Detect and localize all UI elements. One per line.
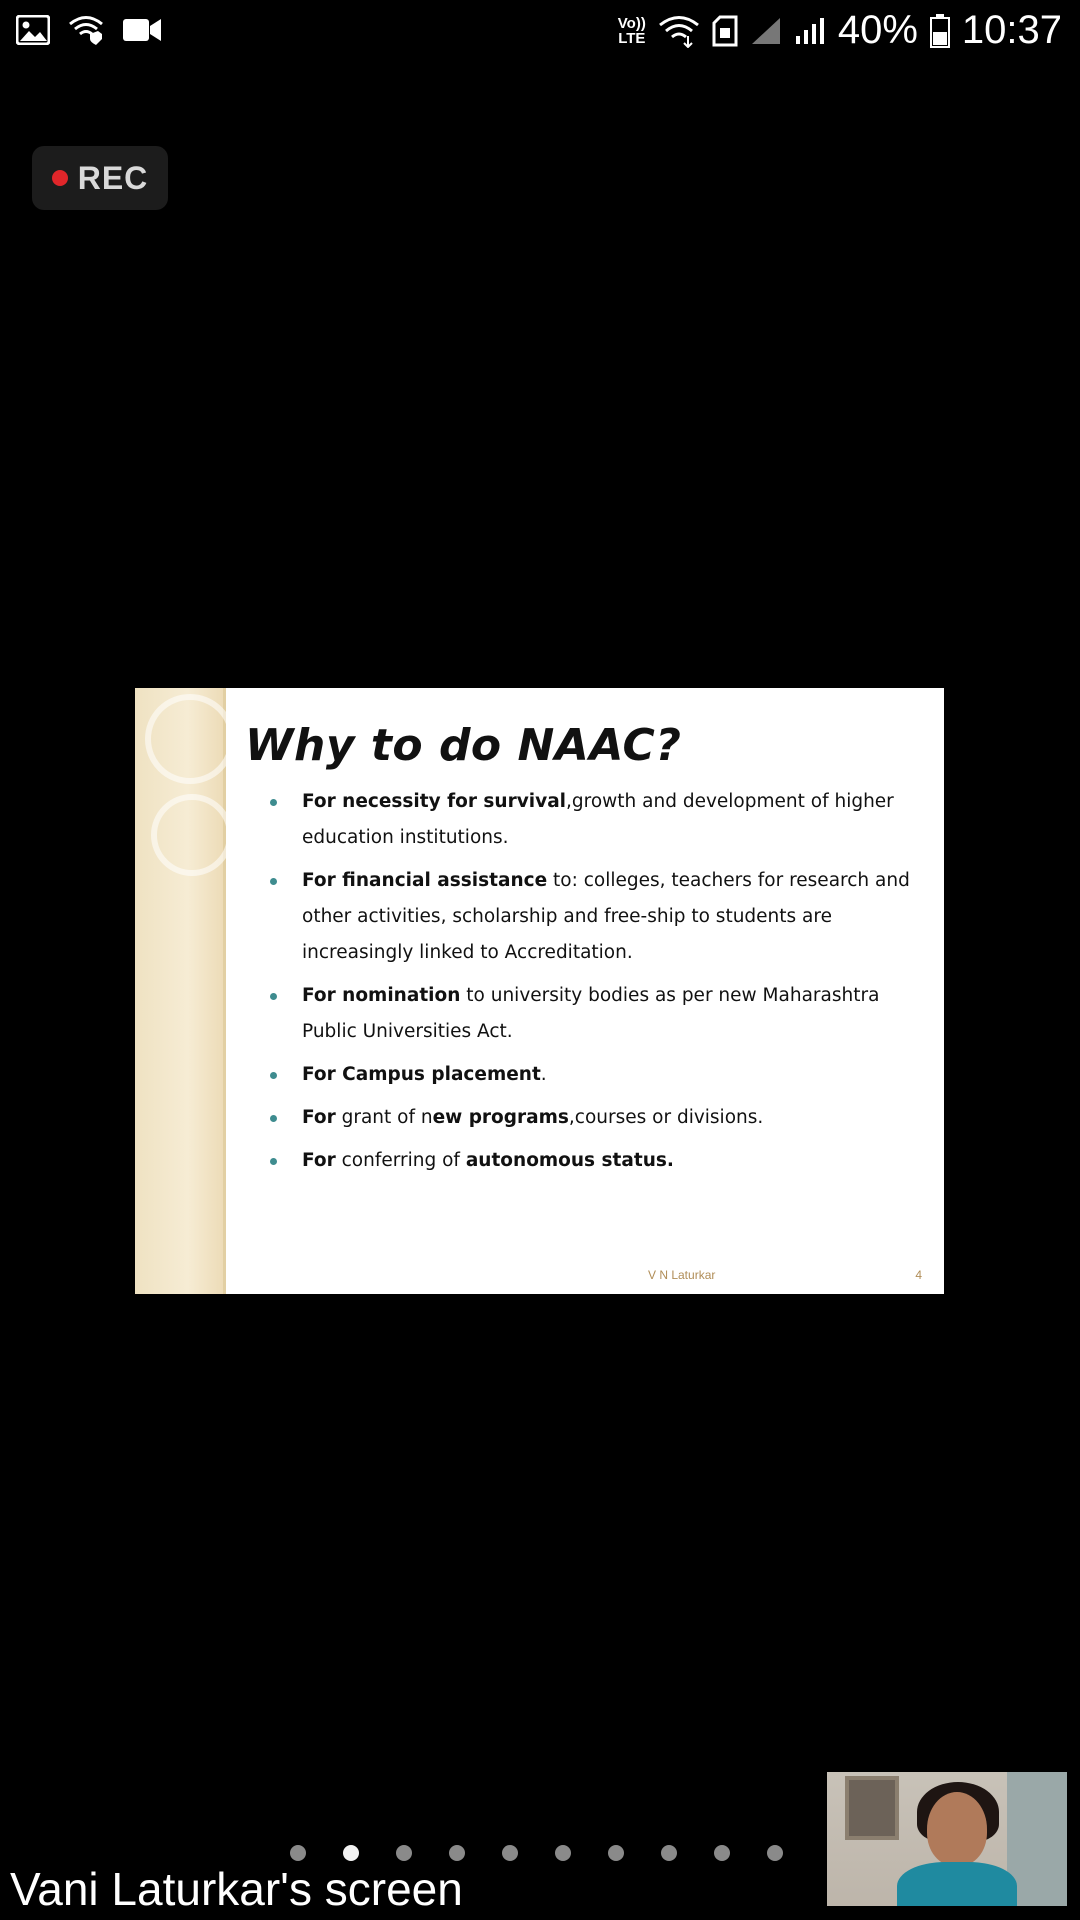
page-dot[interactable] [290,1845,306,1861]
slide-bullet: For necessity for survival,growth and development of higher education institutions. [270,784,920,856]
slide-bullet: For grant of new programs,courses or divisions. [270,1100,920,1136]
signal-icon [794,16,826,46]
wifi-shield-icon [68,14,104,46]
slide-decorative-sidebar [135,688,226,1294]
participant-video-thumbnail[interactable] [827,1772,1067,1906]
slide-footer-author: V N Laturkar [648,1268,716,1282]
video-camera-icon [122,17,162,43]
page-dot[interactable] [555,1845,571,1861]
page-dot[interactable] [767,1845,783,1861]
slide-bullet: For financial assistance to: colleges, teachers for research and other activities, scholarship and free-ship to students are increasingly linked to Accreditation. [270,863,920,971]
page-dot[interactable] [714,1845,730,1861]
slide-bullet: For nomination to university bodies as per new Maharashtra Public Universities Act. [270,978,920,1050]
clock: 10:37 [961,8,1062,52]
signal-empty-icon [750,16,782,46]
image-icon [16,15,50,45]
volte-icon: Vo)) LTE [617,14,646,47]
status-bar [0,0,1080,64]
wall-frame [845,1776,899,1840]
record-dot-icon [52,170,68,186]
status-left-icons [16,14,162,46]
slide-bullet: For conferring of autonomous status. [270,1143,920,1179]
page-indicator[interactable] [290,1845,783,1861]
page-dot-active[interactable] [343,1845,359,1861]
screen-share-label: Vani Laturkar's screen [10,1863,463,1915]
page-dot[interactable] [661,1845,677,1861]
recording-label: REC [77,159,149,196]
page-dot[interactable] [608,1845,624,1861]
page-dot[interactable] [449,1845,465,1861]
wifi-icon [658,14,700,48]
slide-bullet: For Campus placement. [270,1057,920,1093]
participant-body [897,1862,1017,1906]
slide-title: Why to do NAAC? [245,720,682,771]
slide-bullet-list [270,784,920,1186]
page-dot[interactable] [502,1845,518,1861]
page-dot[interactable] [396,1845,412,1861]
battery-percent: 40% [837,8,918,52]
battery-icon [930,14,950,48]
recording-indicator[interactable] [32,146,168,210]
status-right-icons [618,8,1062,53]
shared-slide [135,688,944,1294]
slide-page-number: 4 [915,1268,922,1282]
sim-icon [712,15,738,47]
participant-face [927,1792,987,1866]
